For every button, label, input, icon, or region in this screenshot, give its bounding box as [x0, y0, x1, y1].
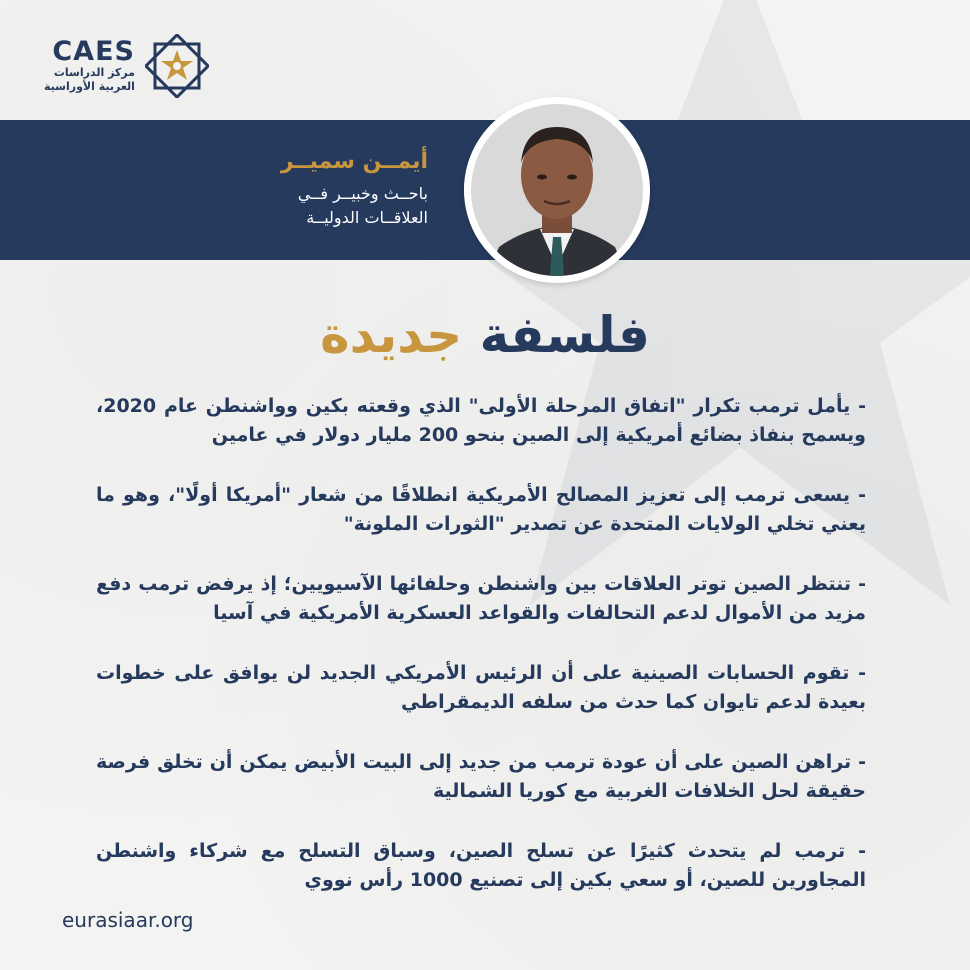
bullet-paragraph-5: - تراهن الصين على أن عودة ترمب من جديد إلى البيت الأبيض يمكن أن تخلق فرصة حقيقة لحل الخلافات الغربية مع كوريا الشمالية: [96, 751, 866, 802]
website-footer: eurasiaar.org: [62, 908, 194, 932]
author-name: أيمــن سميــر: [280, 149, 428, 174]
bullet-paragraph-2: - يسعى ترمب إلى تعزيز المصالح الأمريكية انطلاقًا من شعار "أمريكا أولًا"، وهو ما يعني تخلي الولايات المتحدة عن تصدير "الثورات الملونة": [96, 484, 866, 535]
author-role-line1: باحــث وخبيــر فــي: [297, 184, 428, 203]
author-block: [240, 148, 428, 230]
bullet-list: [96, 392, 866, 926]
title-part2: جديدة: [320, 306, 463, 364]
author-photo: [464, 97, 650, 283]
portrait-illustration: [464, 97, 650, 283]
title-part1: فلسفة: [479, 306, 650, 364]
logo-arabic-line2: العربية الأوراسية: [44, 80, 135, 93]
eight-point-star-icon: [145, 34, 209, 98]
bullet-paragraph-4: - تقوم الحسابات الصينية على أن الرئيس الأمريكي الجديد لن يوافق على خطوات بعيدة لدعم تايوان كما حدث من سلفه الديمقراطي: [96, 662, 866, 713]
logo-text: [44, 38, 135, 94]
bullet-paragraph-1: - يأمل ترمب تكرار "اتفاق المرحلة الأولى" الذي وقعته بكين وواشنطن عام 2020، ويسمح بنفاذ بضائع أمريكية إلى الصين بنحو 200 مليار دولار في عامين: [96, 395, 866, 446]
bullet-paragraph-3: - تنتظر الصين توتر العلاقات بين واشنطن وحلفائها الآسيويين؛ إذ يرفض ترمب دفع مزيد من الأموال لدعم التحالفات والقواعد العسكرية الأمريكية في آسيا: [96, 573, 866, 624]
page-title: [0, 300, 970, 370]
author-role-line2: العلاقــات الدوليــة: [306, 208, 428, 227]
caes-logo: [44, 34, 209, 98]
logo-arabic-line1: مركز الدراسات: [53, 66, 135, 79]
bullet-paragraph-6: - ترمب لم يتحدث كثيرًا عن تسلح الصين، وسباق التسلح مع شركاء واشنطن المجاورين للصين، أو سعي بكين إلى تصنيع 1000 رأس نووي: [96, 840, 866, 891]
logo-abbreviation: CAES: [52, 36, 135, 67]
